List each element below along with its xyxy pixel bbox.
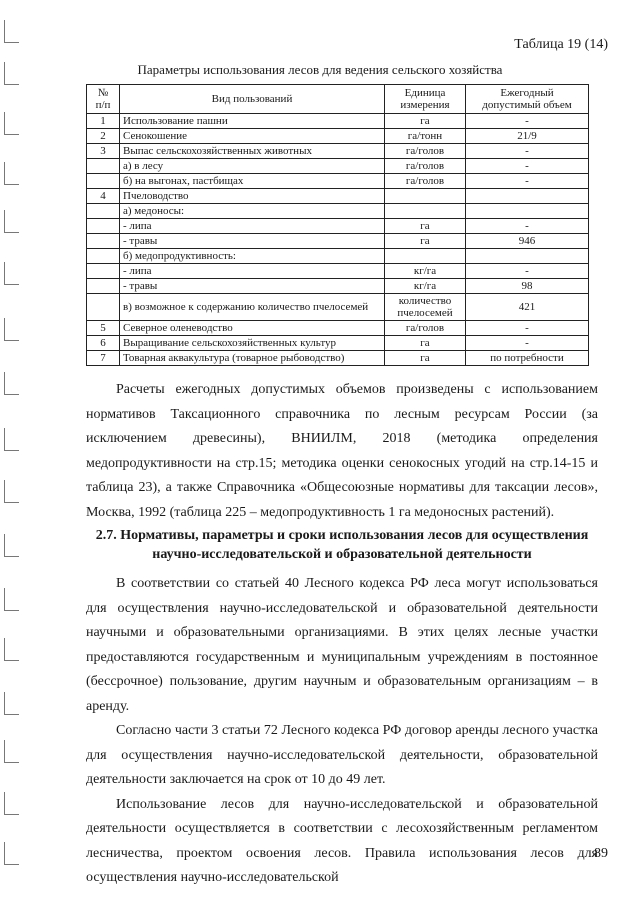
- table-row: [87, 336, 589, 351]
- table-row: [87, 264, 589, 279]
- cell-volume: -: [466, 264, 589, 279]
- table-row: [87, 351, 589, 366]
- cell-unit: [385, 204, 466, 219]
- cell-number: [87, 264, 120, 279]
- binding-marks: [0, 0, 30, 905]
- cell-unit: кг/га: [385, 279, 466, 294]
- binding-mark: [4, 692, 19, 715]
- cell-volume: -: [466, 321, 589, 336]
- cell-type: - травы: [120, 234, 385, 249]
- cell-number: [87, 279, 120, 294]
- cell-number: [87, 204, 120, 219]
- cell-type: Северное оленеводство: [120, 321, 385, 336]
- cell-number: 7: [87, 351, 120, 366]
- paragraph-article-72: Согласно части 3 статьи 72 Лесного кодекса РФ договор аренды лесного участка для осуществления научно-исследовательской деятельности, образовательной деятельности заключается на срок от 10 до 49 лет.: [86, 723, 598, 787]
- binding-mark: [4, 428, 19, 451]
- cell-type: - липа: [120, 219, 385, 234]
- table-body: [87, 114, 589, 366]
- binding-mark: [4, 318, 19, 341]
- binding-mark: [4, 588, 19, 611]
- binding-mark: [4, 740, 19, 763]
- cell-type: б) на выгонах, пастбищах: [120, 174, 385, 189]
- binding-mark: [4, 792, 19, 815]
- cell-unit: га: [385, 219, 466, 234]
- binding-mark: [4, 20, 19, 43]
- binding-mark: [4, 638, 19, 661]
- cell-type: Сенокошение: [120, 129, 385, 144]
- cell-unit: кг/га: [385, 264, 466, 279]
- cell-volume: -: [466, 336, 589, 351]
- cell-unit: га/голов: [385, 321, 466, 336]
- cell-volume: -: [466, 144, 589, 159]
- table-row: [87, 321, 589, 336]
- cell-unit: га/тонн: [385, 129, 466, 144]
- section-heading: 2.7. Нормативы, параметры и сроки использования лесов для осуществления научно-исследовательской и образовательной деятельности: [95, 528, 589, 562]
- cell-type: Выпас сельскохозяйственных животных: [120, 144, 385, 159]
- cell-volume: -: [466, 159, 589, 174]
- cell-unit: га/голов: [385, 144, 466, 159]
- parameters-table: [86, 84, 589, 366]
- cell-number: [87, 249, 120, 264]
- table-header-row: [87, 85, 589, 114]
- page-number: 89: [594, 846, 608, 861]
- table-row: [87, 204, 589, 219]
- binding-mark: [4, 372, 19, 395]
- cell-volume: [466, 249, 589, 264]
- paragraph-article-40: В соответствии со статьей 40 Лесного кодекса РФ леса могут использоваться для осуществления научно-исследовательской и образовательной деятельности научными и образовательными организациями. В этих целях лесные участки предоставляются государственным и муниципальным учреждениям в постоянное (бессрочное) пользование, другим научным и образовательным организациям – в аренду.: [86, 576, 598, 714]
- cell-type: Выращивание сельскохозяйственных культур: [120, 336, 385, 351]
- binding-mark: [4, 162, 19, 185]
- cell-volume: -: [466, 114, 589, 129]
- binding-mark: [4, 112, 19, 135]
- col-header-type: Вид пользований: [120, 85, 385, 114]
- cell-number: [87, 219, 120, 234]
- cell-volume: 421: [466, 294, 589, 321]
- cell-type: в) возможное к содержанию количество пчелосемей: [120, 294, 385, 321]
- cell-volume: -: [466, 174, 589, 189]
- table-row: [87, 144, 589, 159]
- cell-type: Пчеловодство: [120, 189, 385, 204]
- cell-number: 1: [87, 114, 120, 129]
- cell-unit: га/голов: [385, 159, 466, 174]
- binding-mark: [4, 842, 19, 865]
- cell-number: [87, 159, 120, 174]
- cell-type: - травы: [120, 279, 385, 294]
- table-row: [87, 174, 589, 189]
- cell-volume: [466, 189, 589, 204]
- table-title: Параметры использования лесов для ведения сельского хозяйства: [137, 62, 503, 77]
- binding-mark: [4, 210, 19, 233]
- table-row: [87, 294, 589, 321]
- paragraph-text: Расчеты ежегодных допустимых объемов произведены с использованием нормативов Таксационного справочника по лесным ресурсам России (за исключением древесины), ВНИИЛМ, 2018 (методика определения медопродуктивности на стр.15; методика оценки сенокосных угодий на стр.14-15 и таблица 23), а также Справочника «Общесоюзные нормативы для таксации лесов», Москва, 1992 (таблица 225 – медопродуктивность 1 га медоносных растений).: [86, 382, 598, 520]
- cell-type: - липа: [120, 264, 385, 279]
- binding-mark: [4, 534, 19, 557]
- cell-number: [87, 234, 120, 249]
- table-row: [87, 114, 589, 129]
- table-row: [87, 129, 589, 144]
- cell-unit: га/голов: [385, 174, 466, 189]
- table-row: [87, 249, 589, 264]
- cell-unit: га: [385, 351, 466, 366]
- table-row: [87, 189, 589, 204]
- binding-mark: [4, 262, 19, 285]
- cell-volume: 98: [466, 279, 589, 294]
- cell-unit: [385, 249, 466, 264]
- paragraph-regulations: Использование лесов для научно-исследовательской и образовательной деятельности осуществляется в соответствии с лесохозяйственным регламентом лесничества, проектом освоения лесов. Правила использования лесов для осуществления научно-исследовательской: [86, 796, 598, 885]
- col-header-number: № п/п: [87, 85, 120, 114]
- table-reference: Таблица 19 (14): [514, 37, 608, 52]
- binding-mark: [4, 480, 19, 503]
- cell-volume: по потребности: [466, 351, 589, 366]
- table-row: [87, 159, 589, 174]
- table-row: [87, 279, 589, 294]
- cell-number: 2: [87, 129, 120, 144]
- col-header-volume: Ежегодный допустимый объем: [466, 85, 589, 114]
- cell-type: б) медопродуктивность:: [120, 249, 385, 264]
- cell-type: Использование пашни: [120, 114, 385, 129]
- cell-number: 4: [87, 189, 120, 204]
- cell-number: 6: [87, 336, 120, 351]
- cell-volume: -: [466, 219, 589, 234]
- table-row: [87, 219, 589, 234]
- paragraph-standards: [86, 378, 598, 525]
- paragraph-block: [86, 572, 598, 891]
- cell-unit: га: [385, 114, 466, 129]
- cell-number: 3: [87, 144, 120, 159]
- cell-volume: 21/9: [466, 129, 589, 144]
- cell-type: а) в лесу: [120, 159, 385, 174]
- cell-volume: 946: [466, 234, 589, 249]
- cell-type: Товарная аквакультура (товарное рыбоводство): [120, 351, 385, 366]
- cell-unit: га: [385, 336, 466, 351]
- cell-number: [87, 174, 120, 189]
- col-header-unit: Единица измерения: [385, 85, 466, 114]
- cell-number: 5: [87, 321, 120, 336]
- cell-number: [87, 294, 120, 321]
- table-row: [87, 234, 589, 249]
- cell-type: а) медоносы:: [120, 204, 385, 219]
- cell-unit: количество пчелосемей: [385, 294, 466, 321]
- cell-volume: [466, 204, 589, 219]
- cell-unit: га: [385, 234, 466, 249]
- cell-unit: [385, 189, 466, 204]
